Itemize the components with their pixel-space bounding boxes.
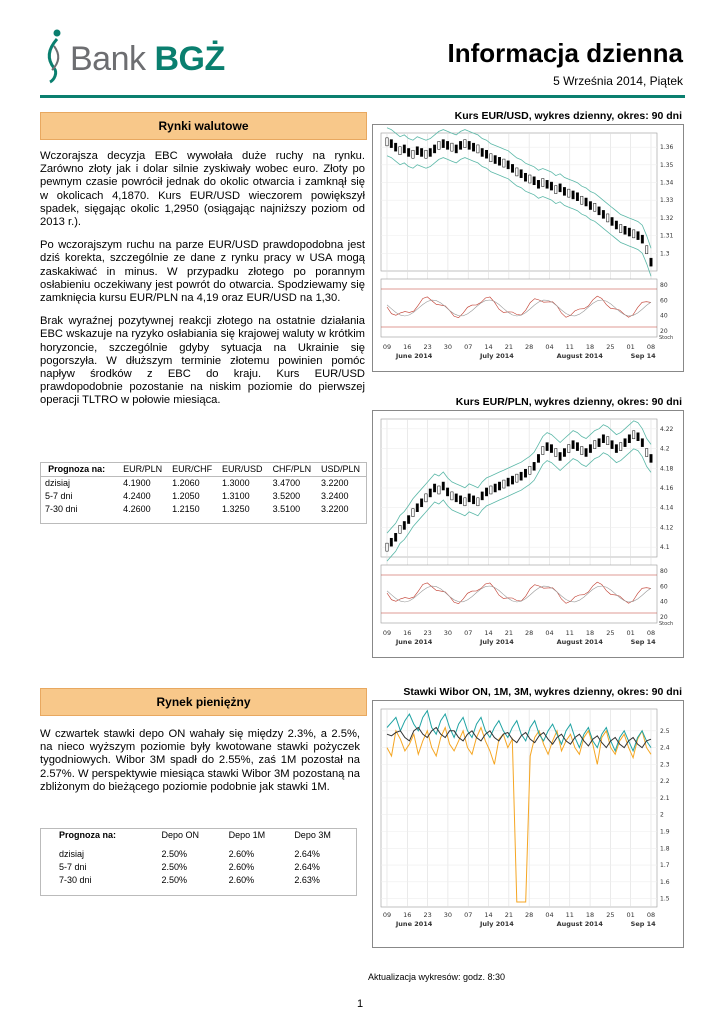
candle-mark [459,141,461,149]
x-tick-label: 07 [464,343,473,351]
fx-commentary [40,150,365,418]
table-cell: 4.2400 [123,491,151,501]
x-month-label: June 2014 [395,920,433,928]
candle-mark [602,210,604,218]
candle-mark [490,154,492,162]
candle-mark [407,516,409,524]
logo-brand: BGŻ [154,40,225,78]
candle-mark [524,469,526,477]
candle-mark [390,538,392,546]
candle-mark [494,156,496,164]
x-month-label: August 2014 [556,638,603,646]
x-tick-label: 16 [403,911,412,919]
x-tick-label: 28 [525,343,534,351]
x-tick-label: 09 [382,629,392,637]
candle-mark [637,433,639,441]
y-tick-label: 1.5 [660,895,670,903]
candle-mark [438,486,440,494]
candle-mark [516,168,518,176]
x-month-label: July 2014 [479,352,514,360]
x-tick-label: 16 [403,343,412,351]
table-cell: 1.3250 [222,504,250,514]
candle-mark [520,472,522,480]
candle-mark [581,447,583,455]
candle-mark [451,143,453,151]
y-tick-label: 4.14 [660,504,674,512]
table-header: EUR/USD [222,464,263,474]
candle-mark [555,186,557,194]
candle-mark [446,141,448,149]
y-tick-label: 1.3 [660,250,670,258]
candle-mark [386,543,388,551]
candle-mark [429,489,431,497]
x-month-label: July 2014 [479,920,514,928]
table-cell: dzisiaj [59,849,85,859]
x-month-label: August 2014 [556,920,603,928]
candle-mark [468,141,470,149]
x-tick-label: 01 [626,629,635,637]
x-tick-label: 04 [545,343,554,351]
candle-mark [594,441,596,449]
x-tick-label: 08 [646,343,656,351]
candle-mark [537,180,539,188]
candle-mark [632,230,634,238]
candle-mark [581,196,583,204]
candle-mark [425,150,427,158]
x-tick-label: 08 [646,911,656,919]
candle-mark [572,191,574,199]
candle-mark [498,482,500,490]
x-tick-label: 11 [565,629,574,637]
candle-mark [451,492,453,500]
x-tick-label: 30 [443,629,453,637]
y-tick-label: 2.3 [660,761,670,769]
candle-mark [650,454,652,462]
table-row [41,874,356,887]
y-tick-label: 4.2 [660,445,670,453]
y-tick-label: 1.36 [660,144,674,152]
lower-tick-label: 40 [660,598,668,606]
x-tick-label: 18 [585,343,595,351]
table-header: EUR/CHF [172,464,213,474]
chart-title-eurpln: Kurs EUR/PLN, wykres dzienny, okres: 90 dni [455,396,682,408]
table-cell: 2.50% [161,862,188,872]
candle-mark [520,170,522,178]
candle-mark [542,447,544,455]
y-tick-label: 4.18 [660,465,674,473]
candle-mark [507,478,509,486]
table-cell: 3.2200 [321,504,349,514]
candle-mark [507,161,509,169]
logo-word: Bank [70,40,146,78]
candle-mark [607,214,609,222]
y-tick-label: 4.16 [660,485,674,492]
candle-mark [472,143,474,151]
candle-mark [494,484,496,492]
table-header: CHF/PLN [272,464,312,474]
table-row [41,490,366,503]
candle-mark [403,145,405,153]
candle-mark [568,445,570,453]
x-tick-label: 08 [646,629,656,637]
candle-mark [442,482,444,490]
page-number: 1 [357,998,364,1010]
table-cell: 3.4700 [272,478,301,488]
y-tick-label: 4.12 [660,524,674,532]
table-cell: 2.50% [161,849,188,859]
fx-forecast-table [40,462,367,524]
table-cell: 1.3100 [222,491,250,501]
x-tick-label: 23 [423,343,432,351]
candle-mark [563,187,565,195]
table-header: Prognoza na: [59,830,117,840]
candle-mark [632,431,634,439]
y-tick-label: 1.35 [660,161,674,169]
candle-mark [481,492,483,500]
lower-tick-label: 40 [660,312,668,320]
y-tick-label: 1.6 [660,878,670,886]
x-tick-label: 09 [382,911,392,919]
y-tick-label: 1.32 [660,214,674,222]
candle-mark [485,150,487,158]
candle-mark [394,143,396,151]
x-tick-label: 21 [504,629,513,637]
candle-mark [559,452,561,460]
money-forecast-table [40,828,357,896]
candle-mark [472,496,474,504]
x-tick-label: 28 [525,911,534,919]
table-cell: 1.2150 [172,504,200,514]
candle-mark [585,198,587,206]
x-tick-label: 01 [626,911,635,919]
table-row [41,503,366,516]
candle-mark [511,164,513,172]
table-cell: 7-30 dni [45,504,78,514]
candle-mark [559,184,561,192]
candle-mark [576,443,578,451]
update-note: Aktualizacja wykresów: godz. 8:30 [368,972,506,982]
fx-paragraph: Po wczorajszym ruchu na parze EUR/USD prawdopodobna jest dziś korekta, szczególnie ze dane z rynku pracy w USA mogą zaskakiwać in minus. W przypadku złotego po porannym osłabieniu oczekiwany jest powrót do otwarcia. Spodziewamy się zamknięcia kursu EUR/PLN na 4,19 oraz EUR/USD na 1,30. [40,239,365,305]
x-tick-label: 04 [545,911,554,919]
chart-wibor-svg [373,701,683,947]
x-tick-label: 07 [464,629,473,637]
table-header: Prognoza na: [48,464,106,474]
table-cell: 4.1900 [123,478,151,488]
x-tick-label: 07 [464,911,473,919]
x-tick-label: 14 [484,629,493,637]
candle-mark [399,525,401,533]
candle-mark [438,141,440,149]
lower-panel-label: Stoch [659,621,674,627]
chart-title-eurusd: Kurs EUR/USD, wykres dzienny, okres: 90 dni [454,110,682,122]
candle-mark [550,182,552,190]
candle-mark [650,258,652,266]
table-cell: 2.63% [294,875,320,885]
candle-mark [407,148,409,156]
lower-tick-label: 80 [660,568,668,575]
table-cell: 4.2600 [123,504,151,514]
table-cell: 2.50% [161,875,188,885]
x-tick-label: 25 [606,629,615,637]
y-tick-label: 2.5 [660,727,670,735]
table-row [41,477,366,491]
candle-mark [529,175,531,183]
header-divider [40,95,685,98]
lower-tick-label: 80 [660,282,668,289]
x-tick-label: 14 [484,343,493,351]
candle-mark [442,140,444,148]
table-cell: 3.5100 [272,504,301,514]
candle-mark [390,140,392,148]
candle-mark [516,474,518,482]
chart-eurpln-svg [373,411,683,657]
x-tick-label: 09 [382,343,392,351]
table-cell: 2.60% [228,875,255,885]
candle-mark [546,180,548,188]
x-month-label: Sep 14 [630,920,656,928]
candle-mark [464,140,466,148]
candle-mark [624,439,626,447]
candle-mark [576,193,578,201]
x-tick-label: 23 [423,629,432,637]
candle-mark [464,498,466,506]
chart-wibor [372,700,684,948]
table-cell: 3.2400 [321,491,349,501]
table-cell: 1.2060 [172,478,200,488]
page-title: Informacja dzienna [447,38,683,68]
candle-mark [589,202,591,210]
x-month-label: August 2014 [556,352,603,360]
report-date: 5 Września 2014, Piątek [553,74,683,88]
candle-mark [481,148,483,156]
candle-mark [546,443,548,451]
table-cell: 2.60% [228,862,255,872]
x-tick-label: 18 [585,911,595,919]
x-tick-label: 11 [565,911,574,919]
y-tick-label: 1.34 [660,179,674,187]
candle-mark [637,232,639,240]
x-tick-label: 21 [504,911,513,919]
candle-mark [524,173,526,181]
table-header: USD/PLN [321,464,361,474]
bank-logo-icon [40,28,66,84]
table-header: EUR/PLN [123,464,163,474]
candle-mark [455,145,457,153]
money-commentary [40,728,360,804]
y-tick-label: 2.2 [660,778,670,786]
y-tick-label: 1.31 [660,232,674,240]
y-tick-label: 4.1 [660,544,670,552]
x-tick-label: 11 [565,343,574,351]
candle-mark [641,235,643,243]
candle-mark [615,221,617,229]
x-tick-label: 14 [484,911,493,919]
candle-mark [503,480,505,488]
x-tick-label: 01 [626,343,635,351]
table-cell: 5-7 dni [45,491,73,501]
candle-mark [429,148,431,156]
candle-mark [628,228,630,236]
table-cell: 1.3000 [222,478,250,488]
candle-mark [498,157,500,165]
candle-mark [568,189,570,197]
candle-mark [624,226,626,234]
candle-mark [598,207,600,215]
candle-mark [394,533,396,541]
candle-mark [611,441,613,449]
table-cell: 2.64% [294,849,320,859]
candle-mark [485,488,487,496]
lower-tick-label: 60 [660,583,668,591]
x-tick-label: 18 [585,629,595,637]
candle-mark [645,246,647,254]
candle-mark [594,203,596,211]
money-paragraph: W czwartek stawki depo ON wahały się między 2.3%, a 2.5%, na nieco wyższym poziomie były kwotowane stawki pożyczek tygodniowych. Wibor 3M spadł do 2.55%, zaś 1M pozostał na 2.57%. W perspektywie miesiąca stawki Wibor 3M pozostaną na zbliżonym do bieżącego poziomie podobnie jak stawki 1M. [40,728,360,793]
candle-mark [529,466,531,474]
table-cell: 2.64% [294,862,320,872]
lower-tick-label: 60 [660,297,668,305]
candle-mark [412,150,414,158]
x-month-label: June 2014 [395,638,433,646]
table-cell: 5-7 dni [59,862,87,872]
candle-mark [490,486,492,494]
candle-mark [598,439,600,447]
candle-mark [416,504,418,512]
candle-mark [420,148,422,156]
candle-mark [420,499,422,507]
chart-title-wibor: Stawki Wibor ON, 1M, 3M, wykres dzienny, okres: 90 dni [403,686,682,698]
x-tick-label: 23 [423,911,432,919]
y-tick-label: 2.1 [660,794,670,802]
candle-mark [555,449,557,457]
y-tick-label: 4.22 [660,425,674,433]
x-tick-label: 21 [504,343,513,351]
candle-mark [533,177,535,185]
candle-mark [550,445,552,453]
candle-mark [433,484,435,492]
candle-mark [477,145,479,153]
y-tick-label: 1.9 [660,828,670,836]
candle-mark [641,439,643,447]
table-cell: 3.2200 [321,478,349,488]
candle-mark [412,509,414,517]
money-section-heading: Rynek pieniężny [40,688,367,716]
candle-mark [563,449,565,457]
x-month-label: Sep 14 [630,638,656,646]
table-cell: 7-30 dni [59,875,92,885]
x-tick-label: 30 [443,343,453,351]
candle-mark [611,217,613,225]
table-cell: 3.5200 [272,491,301,501]
bank-logo-text [70,40,225,79]
x-tick-label: 04 [545,629,554,637]
x-tick-label: 28 [525,629,534,637]
candle-mark [533,462,535,470]
candle-mark [416,147,418,155]
candle-mark [386,138,388,146]
fx-paragraph: Wczorajsza decyzja EBC wywołała duże ruchy na rynku. Zarówno złoty jak i dolar silnie zyskiwały wobec euro. Złoty po pewnym czasie powrócił jednak do okolic otwarcia i zamknął się w okolicach 4,1870. Kurs EUR/USD wieczorem powiększył spadek, sięgając okolic 1,2950 (osiągając najniższy poziom od 2013 r.). [40,150,365,229]
candle-mark [572,441,574,449]
x-tick-label: 25 [606,343,615,351]
x-tick-label: 16 [403,629,412,637]
table-row [41,861,356,874]
candle-mark [628,435,630,443]
candle-mark [399,147,401,155]
lower-tick-label: 20 [660,328,668,335]
x-tick-label: 25 [606,911,615,919]
fx-section-heading: Rynki walutowe [40,112,367,140]
table-header: Depo 3M [294,830,331,840]
candle-mark [542,179,544,187]
candle-mark [620,225,622,233]
x-month-label: Sep 14 [630,352,656,360]
candle-mark [645,449,647,457]
table-row [41,848,356,861]
table-header: Depo ON [161,830,200,840]
candle-mark [433,145,435,153]
table-cell: 1.2050 [172,491,200,501]
y-tick-label: 2.4 [660,744,670,752]
fx-paragraph: Brak wyraźnej pozytywnej reakcji złotego na ostatnie działania EBC wskazuje na ryzyko osłabiania się krajowej waluty w krótkim horyzoncie, szczególnie gdyby sytuacja na Ukrainie się pogorszyła. W dłuższym terminie złotemu powinien pomóc napływ środków z EBC do kraju. Kurs EUR/USD prawdopodobnie pozostanie na niskim poziomie do pierwszej operacji TLTRO w połowie miesiąca. [40,315,365,407]
candle-mark [446,488,448,496]
candle-mark [585,449,587,457]
chart-eurusd-svg [373,125,683,371]
x-month-label: July 2014 [479,638,514,646]
x-tick-label: 30 [443,911,453,919]
x-month-label: June 2014 [395,352,433,360]
chart-eurpln [372,410,684,658]
y-tick-label: 1.33 [660,197,674,205]
candle-mark [455,494,457,502]
y-tick-label: 2 [660,811,664,819]
table-header: Depo 1M [228,830,266,840]
candle-mark [425,494,427,502]
candle-mark [537,454,539,462]
candle-mark [620,443,622,451]
candle-mark [459,496,461,504]
candle-mark [615,445,617,453]
table-cell: dzisiaj [45,478,71,488]
y-tick-label: 1.8 [660,845,670,853]
candle-mark [468,494,470,502]
lower-panel-label: Stoch [659,335,674,341]
candle-mark [602,435,604,443]
chart-eurusd [372,124,684,372]
candle-mark [503,159,505,167]
candle-mark [607,437,609,445]
candle-mark [511,476,513,484]
lower-tick-label: 20 [660,614,668,621]
candle-mark [589,445,591,453]
table-cell: 2.60% [228,849,255,859]
y-tick-label: 1.7 [660,862,670,870]
candle-mark [477,498,479,506]
candle-mark [403,521,405,529]
